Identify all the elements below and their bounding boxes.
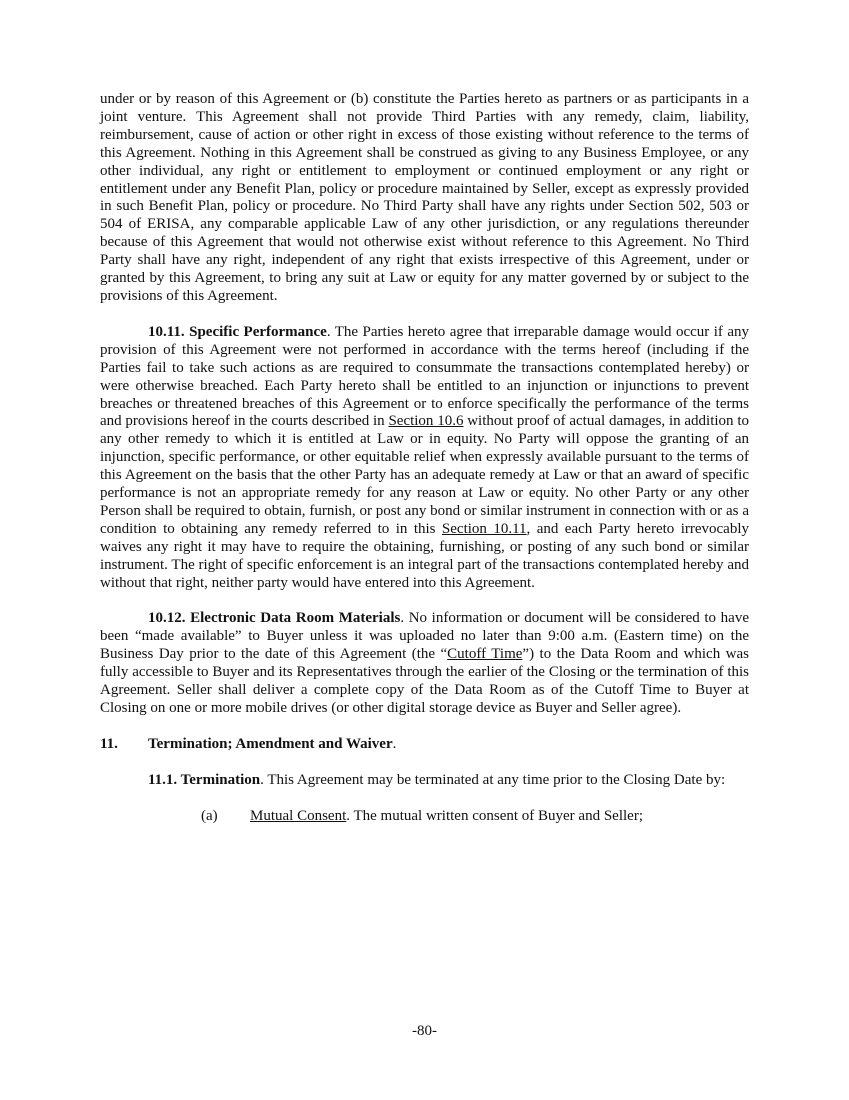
section-10-12-text-1: . No information or document will be considered to have been “made available” to Buyer unless it was uploaded no later than 9:00 a.m. (Eastern time) on the Business Day prior to the date of this Agreement (the “	[100, 610, 749, 663]
section-11-1-paragraph	[100, 772, 749, 790]
section-10-11-text-3: , and each Party hereto irrevocably waives any right it may have to require the obtaining, furnishing, or posting of any such bond or similar instrument. The right of specific enforcement is an integral part of the transactions contemplated hereby and without that right, neither party would have entered into this Agreement.	[100, 520, 749, 591]
document-page	[100, 91, 749, 826]
section-11-number: 11.	[100, 735, 118, 752]
spacer	[100, 718, 749, 736]
section-10-11-text-2: without proof of actual damages, in addition to any other remedy to which it is entitled at Law or in equity. No Party will oppose the granting of an injunction, specific performance, or other equitable relief when expressly available pursuant to the terms of this Agreement on the basis that the other Party has an adequate remedy at Law or that an award of specific performance is not an appropriate remedy for any reason at Law or equity. No other Party or any other Person shall be required to obtain, furnish, or post any bond or similar instrument in connection with or as a condition to obtaining any remedy referred to in this	[100, 413, 749, 537]
item-a-title: Mutual Consent	[250, 807, 347, 824]
item-a-paragraph	[201, 808, 749, 826]
spacer	[100, 790, 749, 808]
cutoff-time-term: Cutoff Time	[447, 646, 523, 663]
intro-paragraph: under or by reason of this Agreement or (b) constitute the Parties hereto as partners or as participants in a joint venture. This Agreement shall not provide Third Parties with any remedy, claim, liability, reimbursement, cause of action or other right in excess of those existing without reference to the terms of this Agreement. Nothing in this Agreement shall be construed as giving to any Business Employee, or any other individual, any right or entitlement to employment or continued employment or any right or entitlement under any Benefit Plan, policy or procedure maintained by Seller, except as expressly provided in such Benefit Plan, policy or procedure. No Third Party shall have any rights under Section 502, 503 or 504 of ERISA, any comparable applicable Law of any other jurisdiction, or any regulations thereunder because of this Agreement that would not otherwise exist without reference to this Agreement. No Third Party shall have any right, independent of any right that exists irrespective of this Agreement, under or granted by this Agreement, to bring any suit at Law or equity for any matter governed by or subject to the provisions of this Agreement.	[100, 91, 749, 304]
spacer	[100, 306, 749, 324]
section-11-title: Termination; Amendment and Waiver	[148, 735, 393, 752]
section-10-11-heading: 10.11. Specific Performance	[148, 323, 327, 340]
item-a-label: (a)	[201, 807, 218, 824]
page-number: -80-	[412, 1023, 437, 1039]
section-10-11-text-1: . The Parties hereto agree that irreparable damage would occur if any provision of this Agreement were not performed in accordance with the terms hereof (including if the Parties fail to take such actions as are required to consummate the transactions contemplated hereby) or were otherwise breached. Each Party hereto shall be entitled to an injunction or injunctions to prevent breaches or threatened breaches of this Agreement or to enforce specifically the performance of the terms and provisions hereof in the courts described in	[100, 323, 749, 430]
section-10-12-paragraph	[100, 610, 749, 717]
section-11-1-heading: 11.1. Termination	[148, 771, 261, 788]
spacer	[100, 592, 749, 610]
section-10-11-reference: Section 10.11	[441, 520, 527, 537]
section-11-heading	[100, 736, 749, 754]
item-a-text: . The mutual written consent of Buyer and Seller;	[346, 807, 643, 824]
section-10-11-paragraph	[100, 324, 749, 593]
section-10-6-reference: Section 10.6	[388, 413, 464, 430]
spacer	[100, 754, 749, 772]
section-10-12-heading: 10.12. Electronic Data Room Materials	[148, 610, 401, 627]
section-11-period: .	[392, 735, 397, 752]
section-10-12-text-2: ”) to the Data Room and which was fully accessible to Buyer and its Representatives through the earlier of the Closing or the termination of this Agreement. Seller shall deliver a complete copy of the Data Room as of the Cutoff Time to Buyer at Closing on one or more mobile drives (or other digital storage device as Buyer and Seller agree).	[100, 646, 750, 716]
section-11-1-text: . This Agreement may be terminated at any time prior to the Closing Date by:	[260, 771, 726, 788]
